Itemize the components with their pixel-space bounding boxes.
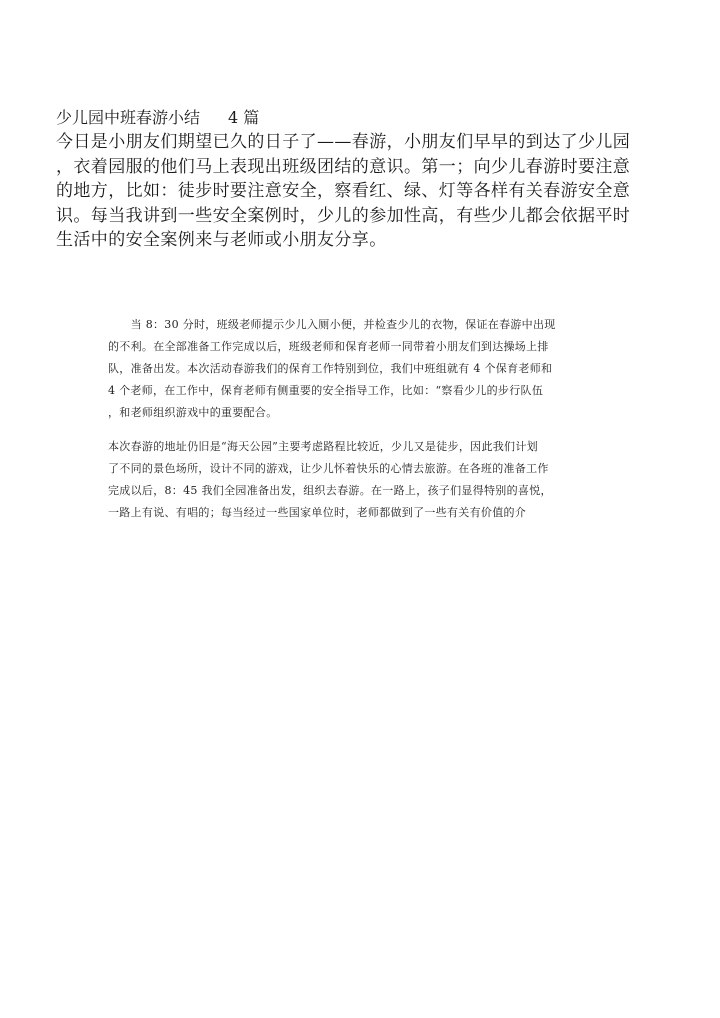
paragraph-line: 的不利。在全部准备工作完成以后，班级老师和保育老师一同带着小朋友们到达操场上排 — [108, 340, 549, 353]
intro-paragraph — [56, 130, 670, 253]
document-title — [56, 107, 259, 129]
paragraph-line: 4 个老师，在工作中，保育老师有侧重要的安全指导工作，比如：“察看少儿的步行队伍 — [108, 384, 544, 397]
intro-line: 的地方，比如：徒步时要注意安全，察看红、绿、灯等各样有关春游安全意 — [56, 181, 631, 201]
intro-line: 识。每当我讲到一些安全案例时，少儿的参加性高，有些少儿都会依据平时 — [56, 205, 631, 226]
paragraph-line: 一路上有说、有唱的；每当经过一些国家单位时，老师都做到了一些有关有价值的介 — [108, 506, 527, 519]
paragraph-line: 完成以后，8：45 我们全园准备出发，组织去春游。在一路上，孩子们显得特别的喜悦， — [108, 484, 552, 497]
paragraph-line: 队，准备出发。本次活动春游我们的保育工作特别到位，我们中班组就有 4 个保育老师和 — [108, 362, 553, 375]
intro-line: ，衣着园服的他们马上表现出班级团结的意识。第一；向少儿春游时要注意 — [56, 156, 631, 177]
title-count: 4 篇 — [228, 108, 260, 127]
title-text: 少儿园中班春游小结 — [56, 108, 201, 127]
paragraph-line: 本次春游的地址仍旧是“海天公园”主要考虑路程比较近，少儿又是徒步，因此我们计划 — [108, 440, 538, 453]
paragraph-line: 了不同的景色场所，设计不同的游戏，让少儿怀着快乐的心情去旅游。在各班的准备工作 — [108, 462, 549, 475]
intro-line: 生活中的安全案例来与老师或小朋友分享。 — [56, 230, 387, 250]
body-paragraph-2 — [108, 436, 613, 524]
paragraph-line: 当 8：30 分时，班级老师提示少儿入厕小便，并检查少儿的衣物，保证在春游中出现 — [108, 318, 556, 331]
intro-line: 今日是小朋友们期望已久的日子了——春游，小朋友们早早的到达了少儿园 — [56, 132, 631, 152]
paragraph-line: ，和老师组织游戏中的重要配合。 — [108, 406, 278, 419]
body-paragraph-1 — [108, 314, 613, 424]
